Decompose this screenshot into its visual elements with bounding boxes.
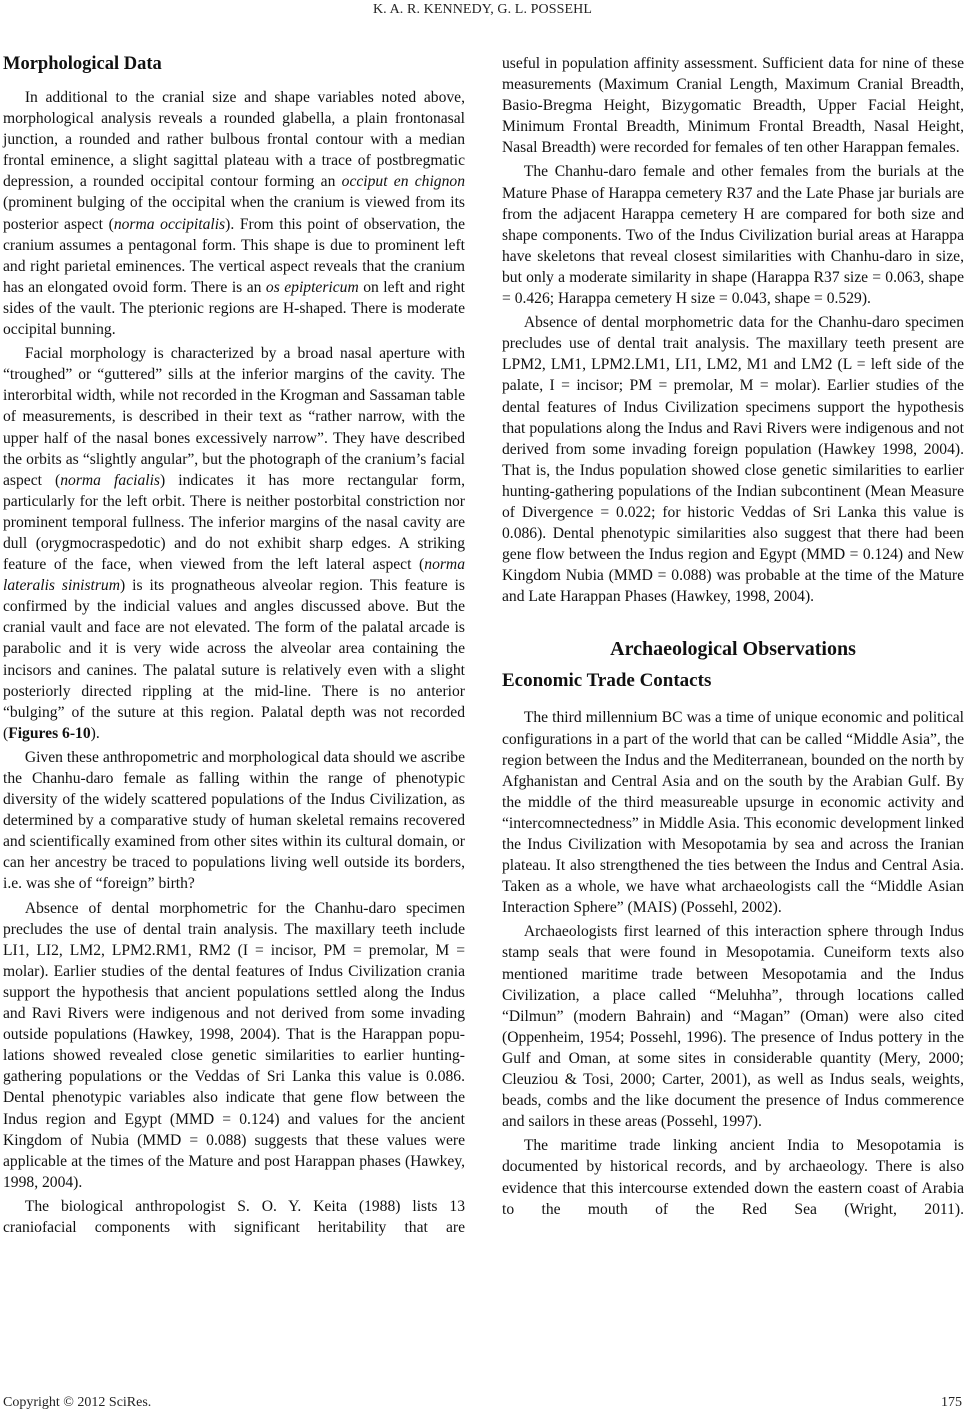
running-head: K. A. R. KENNEDY, G. L. POSSEHL [372,2,593,17]
paragraph: Archaeologists first learned of this interaction sphere through Indus stamp seals that were found in Mesopotamia. Cuneiform texts also mentioned maritime trade between Mesopotamia and the Indus Civilization, a place called “Meluhha”, through locations called “Dilmun” (modern Bahrain) and “Magan” (Oman) were also cited (Oppenheim, 1954; Possehl, 1996). The presence of Indus pottery in the Gulf and Oman, at some sites in considerable quantity (Mery, 2000; Cleuziou & Tosi, 2000; Carter, 2001), as well as Indus seals, weights, beads, combs and the like document the presence of Indus commerence and sailors in these areas (Possehl, 1997). [502,923,964,1131]
paragraph: The biological anthropologist S. O. Y. Keita (1988) lists 13 craniofacial components with significant heritability that are [3,1197,465,1236]
text-run: (prominent bulging of the occipital when the cranium is viewed from its posterior aspect ( [3,194,465,233]
text-run: on left and right sides of the vault. The pterionic regions are H-shaped. There is moderate occipital bunning. [3,278,466,339]
paragraph [3,87,465,340]
subsection-heading-economic-trade-contacts: Economic Trade Contacts [502,670,712,692]
right-column [502,53,964,1220]
paragraph-continued: useful in population affinity assessment. Sufficient data for nine of these measurements (Maximum Cranial Length, Maximum Cranial Breadth, Basio-Bregma Height, Bizygomatic Breadth, Upper Facial Height, Minimum Frontal Breadth, Minimum Frontal Breadth, Nasal Height, Nasal Breadth) were recorded for females of ten other Harappan females. [502,55,964,157]
italic-term: norma lateralis sinistrum [3,556,465,595]
text-run: ) is its prognatheous alveolar region. This feature is confirmed by the indicial values and angles discussed above. But the cranial vault and face are not elevated. The form of the palatal arcade is parabolic and it is very wide across the alveolar area containing the incisors and canines. The palatal suture is relatively even with a slight posteriorly directed rippling at the mid-line. There is no anterior “bulging” of the suture at this region. Palatal depth was not recorded ( [3,577,465,742]
paragraph: Given these anthropometric and morphological data should we ascribe the Chanhu-daro female as falling within the range of phenotypic diversity of the widely scattered populations of the Indus Civilization, as determined by a comparative study of human skeletal remains recovered and scientifically examined from other sites within its cultural domain, or can her ancestry be traced to populations living well outside its borders, i.e. was she of “foreign” birth? [3,748,465,893]
figure-reference[interactable]: Figures 6-10 [8,724,91,742]
text-run: Facial morphology is characterized by a broad nasal aperture with “troughed” or “guttered” sills at the inferior margins of the cavity. The interorbital width, while not recorded in the Krogman and Sassaman table of measurements, is described in their text as “rather narrow, with the upper half of the nasal bones excessively narrow”. They have described the orbits as “slightly angular”, but the photograph of the cranium’s facial aspect ( [3,345,465,489]
copyright-footer: Copyright © 2012 SciRes. [3,1395,152,1410]
text-run: ). [90,724,100,742]
text-run: ) indicates it has more rectangular form, particularly for the left orbit. There is neither postorbital constriction nor prominent temporal fullness. The inferior margins of the nasal cavity are dull (orygmocraspedotic) and do not exhibit sharp edges. A striking feature of the face, when viewed from the left lateral aspect ( [3,471,465,574]
text-run: In additional to the cranial size and shape variables noted above, morphological analysis reveals a rounded glabella, a plain frontonasal junction, a rounded and rather bulbous frontal contour with a median frontal eminence, a slight sagittal plateau with a trace of postbregmatic depression, a rounded occipital contour forming an [3,89,465,191]
left-column [3,52,465,1238]
page-number: 175 [941,1395,962,1410]
section-heading-archaeological-observations: Archaeological Observations [610,638,856,661]
italic-term: norma facialis [60,471,160,489]
italic-term: norma occipitalis [113,215,226,233]
text-run: ). From this point of observation, the cranium assumes a pentagonal form. This shape is due to prominent left and right parietal eminences. The vertical aspect reveals that the cranium has an elongated ovoid form. There is an [3,215,465,296]
paragraph: The Chanhu-daro female and other females from the burials at the Mature Phase of Harappa cemetery R37 and the Late Phase jar burials are from the adjacent Harappa cemetery H are compared for both size and shape components. Two of the Indus Civilization burial areas at Harappa have skeletons that reveal closest similarities with Chanhu-daro in size, but only a moderate similarity in shape (Harappa R37 size = 0.063, shape = 0.426; Harappa cemetery H size = 0.043, shape = 0.529). [502,163,964,308]
paragraph: The third millennium BC was a time of unique economic and political configurations in a part of the world that can be called “Middle Asia”, the region between the Indus and the Mediterranean, bounded on the north by Afghanistan and Central Asia and on the south by the Arabian Gulf. By the middle of the third measureable upsurge in economic activity and “intercomnectedness” in Middle Asia. This economic development linked the Indus Civilization with Mesopotamia by sea and across the Iranian plateau. It also strengthened the ties between the Indus and Central Asia. Taken as a whole, we have what archaeologists call the “Middle Asian Interaction Sphere” (MAIS) (Possehl, 2002). [502,709,964,917]
paragraph: The maritime trade linking ancient India to Mesopotamia is documented by historical records, and by archaeology. There is also evidence that this intercourse extended down the eastern coast of Arabia to the mouth of the Red Sea (Wright, 2011). [502,1137,964,1218]
italic-term: occiput en chignon [341,173,465,191]
paragraph: Absence of dental morphometric for the Chanhu-daro specimen precludes the use of dental train analysis. The maxillary teeth include LI1, LI2, LM2, LPM2.RM1, RM2 (I = incisor, PM = premolar, M = molar). Earlier studies of the dental features of Indus Civilization crania support the hypothesis that ancient populations settled along the Indus and Ravi Rivers were indigenous and not derived from some invading outside populations (Hawkey, 1998, 2004). That is the Harappan populations showed revealed close genetic similarities to earlier hunting-gathering populations or the Veddas of Sri Lanka this value is 0.086. Dental phenotypic variables also indicate that gene flow between the Indus region and Egypt (MMD = 0.124) and values for the ancient Kingdom of Nubia (MMD = 0.088) suggests that these values were applicable at the times of the Mature and post Harappan phases (Hawkey, 1998, 2004). [3,899,465,1191]
section-heading-morphological-data: Morphological Data [3,54,162,74]
paragraph: Absence of dental morphometric data for the Chanhu-daro specimen precludes use of dental trait analysis. The maxillary teeth present are LPM2, LM1, LPM2.LM1, LI1, LM2, M1 and LM2 (L = left side of the palate, I = incisor; PM = premolar, M = molar). Earlier studies of the dental features of Indus Civilization specimens support the hypothesis that populations along the Indus and Ravi Rivers were indigenous and not derived from some invading foreign population (Hawkey 1998, 2004). That is, the Indus population showed close genetic similarities to earlier hunting-gathering populations of the Indian subcontinent (Mean Measure of Divergence = 0.022; for historic Veddas of Sri Lanka this value is 0.086). Dental phenotypic similarities also suggest that there had been gene flow between the Indus region and Egypt (MMD = 0.124) and New Kingdom Nubia (MMD = 0.088) was probable at the time of the Mature and Late Harappan Phases (Hawkey, 1998, 2004). [502,314,964,606]
paragraph [3,343,465,744]
italic-term: os epiptericum [265,278,359,296]
